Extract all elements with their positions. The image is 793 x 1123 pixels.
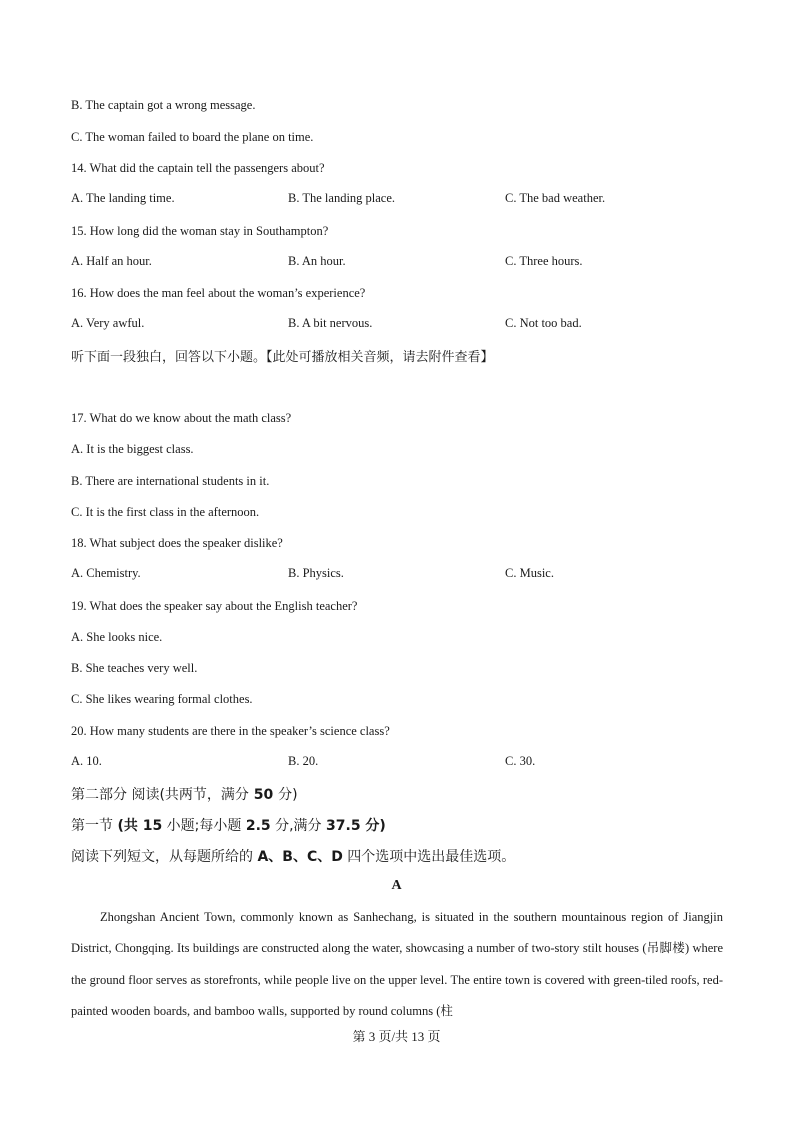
section1-paren-open: (共 — [117, 818, 143, 834]
q20-option-c: C. 30. — [505, 754, 536, 768]
q18-option-a: A. Chemistry. — [71, 566, 141, 580]
q18-option-c: C. Music. — [505, 566, 554, 580]
reading-instruction-suffix: 四个选项中选出最佳选项。 — [342, 849, 516, 865]
q19-option-b: B. She teaches very well. — [71, 661, 198, 675]
q13-option-c: C. The woman failed to board the plane on time. — [71, 130, 314, 144]
section1-each-score: 2.5 — [245, 818, 271, 834]
q16-option-b: B. A bit nervous. — [288, 316, 373, 330]
part2-heading-prefix: 第二部分 阅读(共两节，满分 — [71, 787, 249, 803]
q20-question: 20. How many students are there in the speaker’s science class? — [71, 724, 390, 738]
page-footer: 第 3 页/共 13 页 — [352, 1029, 441, 1044]
q17-question: 17. What do we know about the math class? — [71, 411, 292, 425]
q19-option-c: C. She likes wearing formal clothes. — [71, 692, 253, 706]
section1-label: 第一节 — [71, 818, 118, 834]
q16-question: 16. How does the man feel about the woman’s experience? — [71, 286, 366, 300]
reading-instruction-options: A、B、C、D — [257, 849, 343, 865]
q15-question: 15. How long did the woman stay in Southampton? — [71, 224, 329, 238]
q19-question: 19. What does the speaker say about the English teacher? — [71, 599, 358, 613]
section1-count: 15 — [142, 818, 163, 834]
passage-paragraph: Zhongshan Ancient Town, commonly known as Sanhechang, is situated in the southern mountainous region of Jiangjin District, Chongqing. Its buildings are constructed along the water, showcasing a number of two-story stilt houses (吊脚楼) where the ground floor serves as storefronts, while people live on the upper level. The entire town is covered with green-tiled roofs, red-painted wooden boards, and bamboo walls, supported by round columns (柱 — [71, 910, 723, 1018]
part2-heading-suffix: 分) — [278, 787, 298, 803]
q15-option-c: C. Three hours. — [505, 254, 583, 268]
q14-option-b: B. The landing place. — [288, 191, 396, 205]
q20-option-a: A. 10. — [71, 754, 102, 768]
q16-option-c: C. Not too bad. — [505, 316, 582, 330]
part2-heading — [71, 784, 298, 804]
section1-total-label: 分,满分 — [270, 818, 327, 834]
reading-instruction-prefix: 阅读下列短文，从每题所给的 — [71, 849, 258, 865]
section1-heading — [71, 815, 386, 835]
part2-score: 50 — [248, 787, 279, 803]
reading-instruction — [71, 846, 515, 866]
q13-option-b: B. The captain got a wrong message. — [71, 98, 256, 112]
q17-option-a: A. It is the biggest class. — [71, 442, 194, 456]
q17-option-b: B. There are international students in it. — [71, 474, 270, 488]
q20-option-b: B. 20. — [288, 754, 319, 768]
passage-text — [71, 902, 723, 1027]
q15-option-b: B. An hour. — [288, 254, 346, 268]
q17-option-c: C. It is the first class in the afternoon. — [71, 505, 260, 519]
q15-option-a: A. Half an hour. — [71, 254, 152, 268]
q16-option-a: A. Very awful. — [71, 316, 145, 330]
listening-instruction: 听下面一段独白，回答以下小题。【此处可播放相关音频，请去附件查看】 — [71, 350, 494, 365]
q14-option-a: A. The landing time. — [71, 191, 175, 205]
q14-question: 14. What did the captain tell the passengers about? — [71, 161, 325, 175]
section1-per-item: 小题;每小题 — [162, 818, 246, 834]
q14-option-c: C. The bad weather. — [505, 191, 606, 205]
q18-option-b: B. Physics. — [288, 566, 344, 580]
passage-letter: A — [391, 878, 402, 893]
section1-paren-close: 分) — [360, 818, 386, 834]
q18-question: 18. What subject does the speaker dislike? — [71, 536, 283, 550]
section1-total: 37.5 — [326, 818, 361, 834]
q19-option-a: A. She looks nice. — [71, 630, 163, 644]
